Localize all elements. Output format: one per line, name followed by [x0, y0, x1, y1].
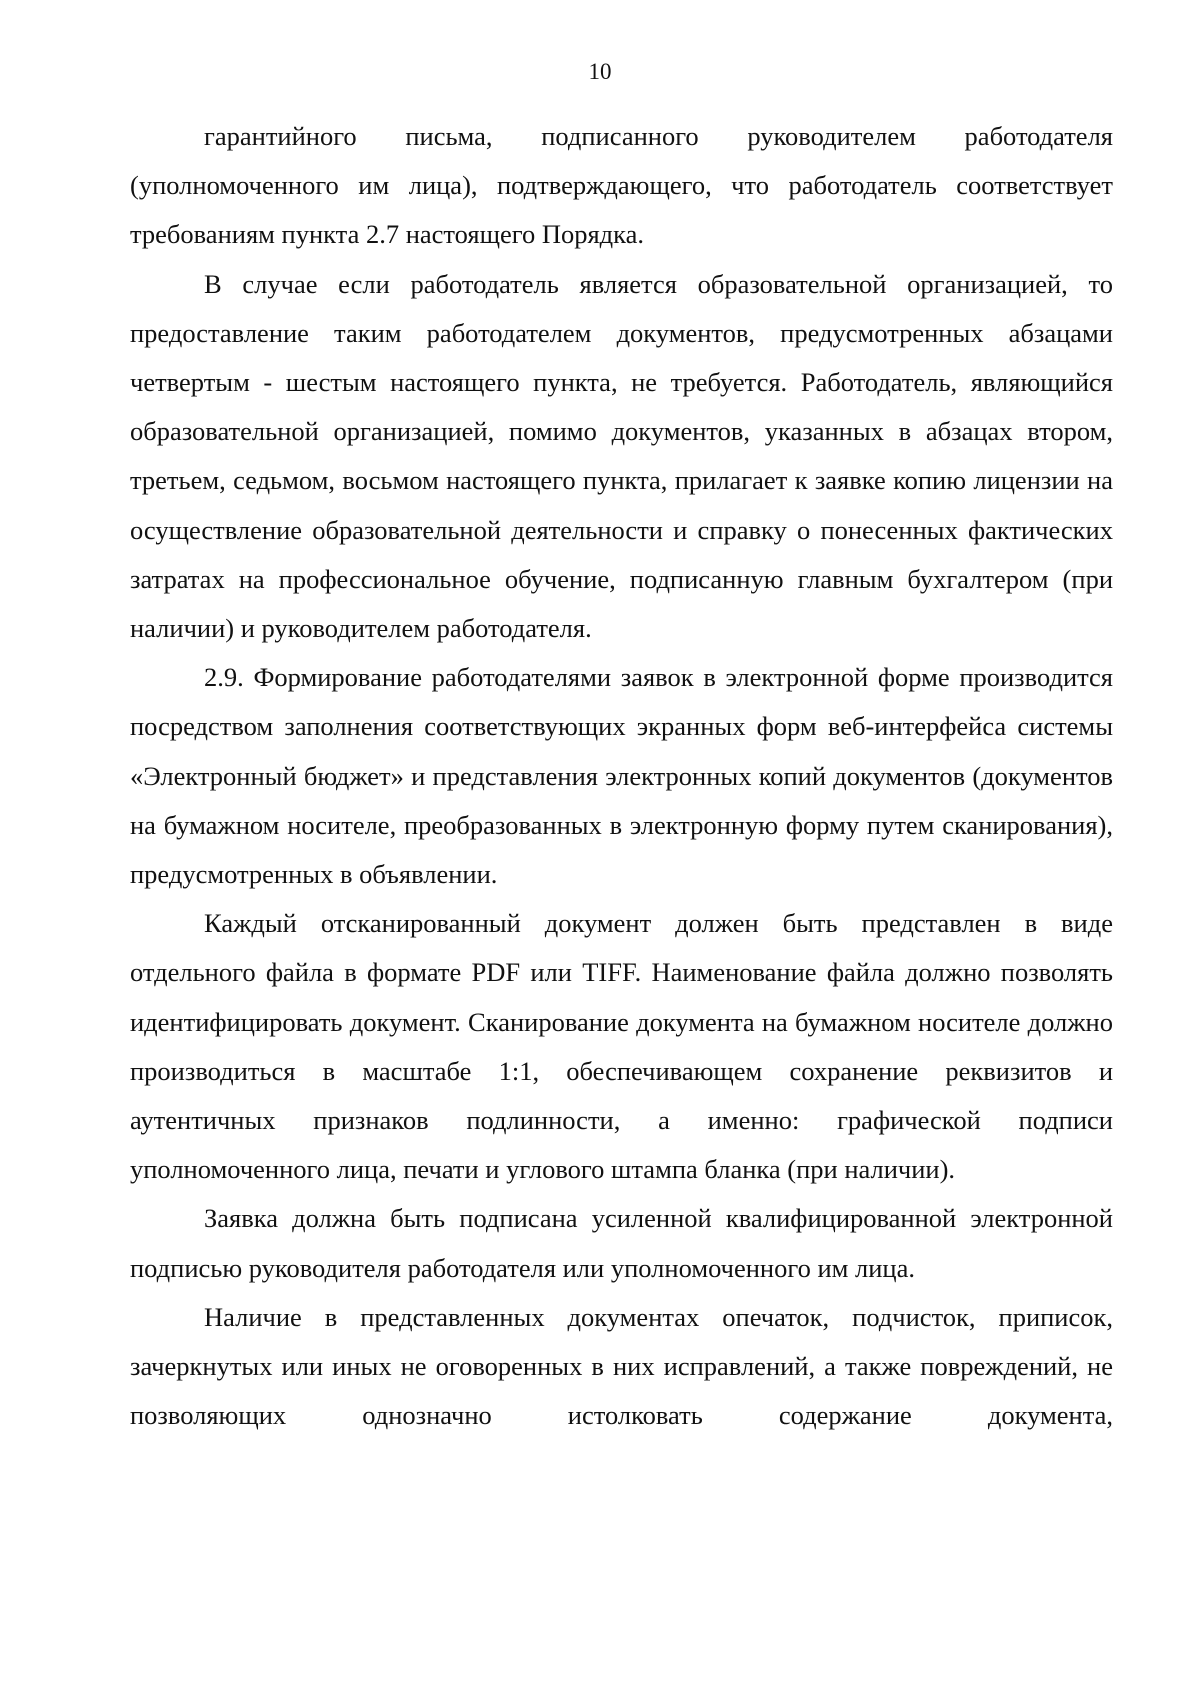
paragraph-educational-organization: В случае если работодатель является образовательной организацией, то предоставление таким работодателем документов, предусмотренных абзацами четвертым - шестым настоящего пункта, не требуется. Работодатель, являющийся образовательной организацией, помимо документов, указанных в абзацах втором, третьем, седьмом, восьмом настоящего пункта, прилагает к заявке копию лицензии на осуществление образовательной деятельности и справку о понесенных фактических затратах на профессиональное обучение, подписанную главным бухгалтером (при наличии) и руководителем работодателя. [130, 268, 1113, 644]
document-body [130, 112, 1113, 1440]
paragraph-guarantee-letter: гарантийного письма, подписанного руководителем работодателя (уполномоченного им лица), подтверждающего, что работодатель соответствует требованиям пункта 2.7 настоящего Порядка. [130, 121, 1113, 250]
paragraph-document-defects: Наличие в представленных документах опечаток, подчисток, приписок, зачеркнутых или иных не оговоренных в них исправлений, а также повреждений, не позволяющих однозначно истолковать содержание документа, [130, 1301, 1113, 1431]
paragraph-section-2-9: 2.9. Формирование работодателями заявок в электронной форме производится посредством заполнения соответствующих экранных форм веб-интерфейса системы «Электронный бюджет» и представления электронных копий документов (документов на бумажном носителе, преобразованных в электронную форму путем сканирования), предусмотренных в объявлении. [130, 662, 1113, 890]
page-number: 10 [588, 59, 612, 84]
paragraph-scanned-documents: Каждый отсканированный документ должен быть представлен в виде отдельного файла в формате PDF или TIFF. Наименование файла должно позволять идентифицировать документ. Сканирование документа на бумажном носителе должно производиться в масштабе 1:1, обеспечивающем сохранение реквизитов и аутентичных признаков подлинности, а именно: графической подписи уполномоченного лица, печати и углового штампа бланка (при наличии). [130, 908, 1113, 1185]
paragraph-electronic-signature: Заявка должна быть подписана усиленной квалифицированной электронной подписью руководителя работодателя или уполномоченного им лица. [130, 1203, 1113, 1283]
